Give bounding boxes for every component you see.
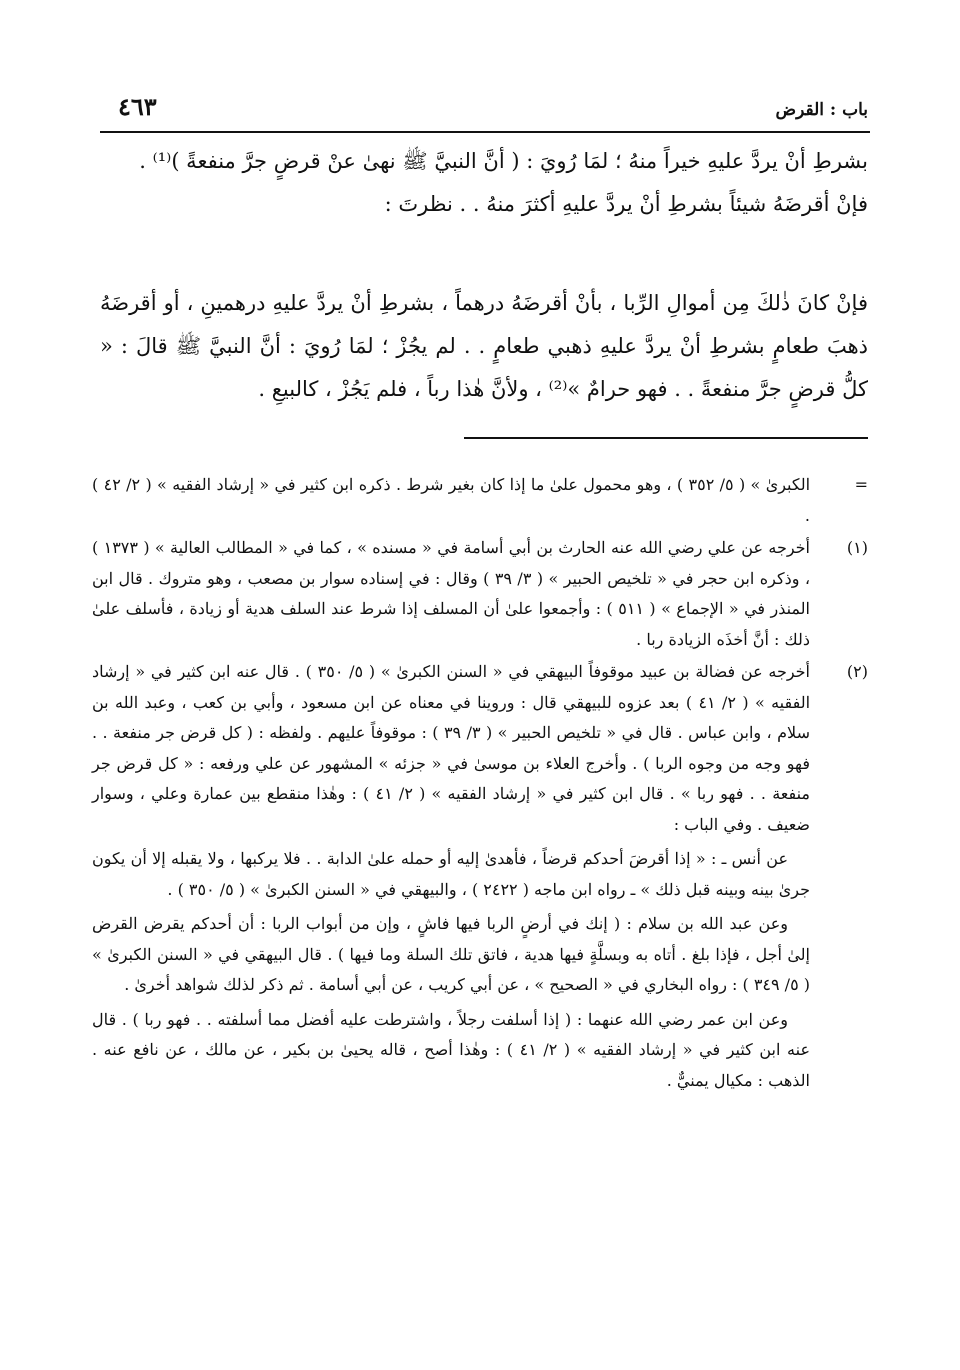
footnote-1 bbox=[92, 533, 868, 655]
footnotes bbox=[92, 470, 868, 1098]
main-text-upper bbox=[100, 140, 868, 226]
page-header bbox=[118, 88, 868, 128]
footnote-marker: = bbox=[854, 475, 868, 494]
main-paragraph-1: بشرطِ أنْ يردَّ عليهِ خيراً منهُ ؛ لمَا رُويَ : ( أنَّ النبيَّ ﷺ نهىٰ عنْ قرضٍ جرَّ منفعةً )⁽¹⁾ . bbox=[139, 149, 868, 173]
header-rule bbox=[100, 131, 870, 133]
footnote-marker: (١) bbox=[846, 538, 868, 557]
footnote-continued bbox=[92, 470, 868, 531]
main-paragraph-2: فإنْ أقرضَهُ شيئاً بشرطِ أنْ يردَّ عليهِ أكثرَ منهُ . . نظرتَ : bbox=[384, 192, 868, 216]
footnote-separator bbox=[464, 437, 868, 439]
chapter-title: باب : القرض bbox=[775, 100, 868, 120]
main-text-lower bbox=[100, 282, 868, 411]
main-paragraph-3: فإنْ كانَ ذٰلكَ مِن أموالِ الرِّبا ، بأنْ أقرضَهُ درهماً ، بشرطِ أنْ يردَّ عليهِ درهمينِ ، أو أقرضَهُ ذهبَ طعامٍ بشرطِ أنْ يردَّ عليهِ ذهبي طعامٍ . . لم يجُزْ ؛ لمَا رُويَ : أنَّ النبيَّ ﷺ قالَ : « كلُّ قرضٍ جرَّ منفعةً . . فهو حرامٌ »⁽²⁾ ، ولأنَّ هٰذا رباً ، فلم يَجُزْ ، كالبيعِ . bbox=[100, 291, 868, 401]
footnote-text: وعن عبد الله بن سلام : ( إنك في أرضٍ الربا فيها فاشٍ ، وإن من أبواب الربا : أن أحدكم يقرض القرض إلىٰ أجل ، فإذا بلغ . أتاه به وبسلَّةٍ فيها هدية ، فاتق تلك السلة وما فيها ) . قال البيهقي في « السنن الكبرىٰ » ( ٥/ ٣٤٩ ) : رواه البخاري في « الصحيح » ، عن أبي كريب ، عن أبي أسامة . ثم ذكر لذلك شواهد أخرىٰ . bbox=[92, 914, 810, 994]
footnote-text: أخرجه عن فضالة بن عبيد موقوفاً البيهقي في « السنن الكبرىٰ » ( ٥/ ٣٥٠ ) . قال عنه ابن كثير في « إرشاد الفقيه » ( ٢/ ٤١ ) بعد عزوه للبيهقي قال : وروينا في معناه عن ابن مسعود ، وأبي بن كعب ، وعبد الله بن سلام ، وابن عباس . قال في « تلخيص الحبير » ( ٣/ ٣٩ ) : موقوفاً عليهم . ولفظه : ( كل قرض جر منفعة . . فهو وجه من وجوه الربا ) . وأخرج العلاء بن موسىٰ في « جزئه » المشهور عن علي ورفعه : « كل قرض جر منفعة . . فهو ربا » . قال ابن كثير في « إرشاد الفقيه » ( ٢/ ٤١ ) : وهٰذا منقطع بين عمارة وعلي ، وسوار ضعيف . وفي الباب : bbox=[92, 662, 811, 834]
footnote-2 bbox=[92, 657, 868, 1096]
page-number: ٤٦٣ bbox=[118, 92, 157, 121]
footnote-text: وعن ابن عمر رضي الله عنهما : ( إذا أسلفت رجلاً ، واشترطت عليه أفضل مما أسلفته . . فهو ربا ) . قال عنه ابن كثير في « إرشاد الفقيه » ( ٢/ ٤١ ) : وهٰذا أصح ، قاله يحيىٰ بن بكير ، عن مالك ، عن نافع عنه . الذهب : مكيال يمنيٌّ . bbox=[92, 1009, 810, 1090]
footnote-text: عن أنس ـ : « إذا أقرضَ أحدكم قرضاً ، فأهدىٰ إليه أو حمله علىٰ الدابة . . فلا يركبها ، ولا يقبله إلا أن يكون جرىٰ بينه وبينه قبل ذلك » ـ رواه ابن ماجه ( ٢٤٢٢ ) ، والبيهقي في « السنن الكبرىٰ » ( ٥/ ٣٥٠ ) . bbox=[92, 849, 810, 899]
footnote-marker: (٢) bbox=[846, 662, 868, 681]
footnote-text: الكبرىٰ » ( ٥/ ٣٥٢ ) ، وهو محمول علىٰ ما إذا كان بغير شرط . ذكره ابن كثير في « إرشاد الفقيه » ( ٢/ ٤٢ ) . bbox=[92, 475, 811, 525]
footnote-text: أخرجه عن علي رضي الله عنه الحارث بن أبي أسامة في « مسنده » ، كما في « المطالب العالية » ( ١٣٧٣ ) ، وذكره ابن حجر في « تلخيص الحبير » ( ٣/ ٣٩ ) وقال : في إسناده سوار بن مصعب ، وهو متروك . قال ابن المنذر في « الإجماع » ( ٥١١ ) : وأجمعوا علىٰ أن المسلف إذا شرط عند السلف هدية أو زيادة ، فأسلف علىٰ ذلك : أنَّ أخذَه الزيادة ربا . bbox=[92, 538, 811, 649]
